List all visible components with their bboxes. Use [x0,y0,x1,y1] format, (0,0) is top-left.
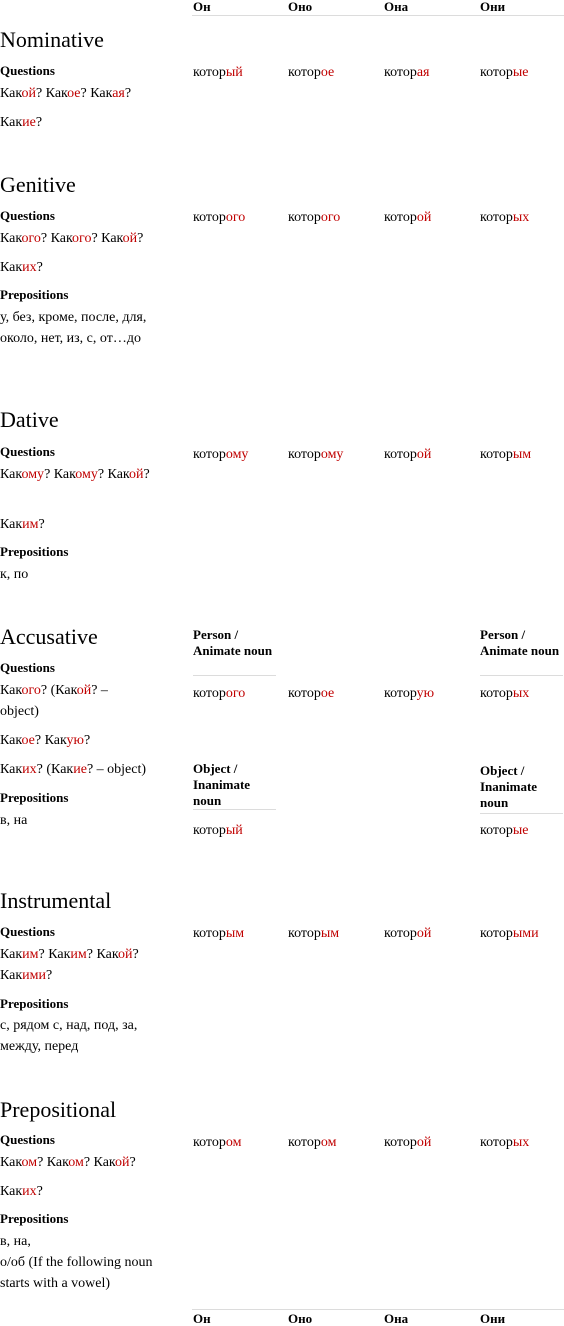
question-stem: ? Как [91,231,123,246]
question-stem: ? Как [97,467,129,482]
question-stem: ? Как [44,467,76,482]
case-dative [0,408,564,588]
form-stem: котор [288,686,321,701]
questions-label: Questions [0,444,55,459]
question-ending: ого [72,231,92,246]
form-stem: котор [480,65,513,80]
form-ending: ая [416,65,430,80]
question-stem: ? Как [34,733,67,748]
form-ona [384,686,434,702]
question-ending: ое [21,733,35,748]
inanimate-label-on: Object / Inanimate noun [193,761,251,808]
form-ending: ым [512,447,532,462]
question-stem: ? Как [86,947,118,962]
form-stem: котор [480,926,513,941]
form-oni [480,65,528,81]
column-header-oni: Они [480,0,506,14]
question-stem: ? (Как [36,762,74,777]
questions-label: Questions [0,208,55,223]
question-ending: ой [129,467,144,482]
question-line [0,730,180,751]
question-ending: ому [75,467,98,482]
questions-label: Questions [0,1132,55,1147]
form-inanimate-on [193,823,243,839]
question-line [0,1181,180,1202]
form-oni [480,1135,529,1151]
form-ending: ого [320,210,341,225]
prepositions-text: в, на [0,813,28,828]
prepositions-label: Prepositions [0,287,69,302]
question-stem: ? [129,1155,136,1170]
form-ending: ой [416,926,432,941]
question-ending: ом [21,1155,38,1170]
inanimate-rule-on [193,809,276,810]
column-header-ona: Она [384,0,409,14]
form-ono [288,1135,336,1151]
question-stem: ? Как [80,86,113,101]
form-on [193,65,243,81]
form-stem: котор [193,926,226,941]
form-stem: котор [288,447,321,462]
form-ono [288,65,334,81]
form-stem: котор [480,686,513,701]
question-ending: их [22,762,37,777]
form-stem: котор [384,210,417,225]
question-stem: Как [0,1184,23,1199]
inanimate-label-oni: Object / Inanimate noun [480,763,538,810]
question-line [0,1152,180,1173]
form-ending: ые [512,65,529,80]
question-stem: ? Как [37,1155,69,1170]
case-accusative [0,625,564,850]
form-stem: котор [384,447,417,462]
questions-label: Questions [0,63,55,78]
form-ending: ым [320,926,340,941]
question-ending: ой [21,86,36,101]
question-stem: ? [36,1184,43,1199]
form-ona [384,210,431,226]
form-ona [384,65,430,81]
form-stem: котор [193,1135,226,1150]
question-ending: ие [73,762,87,777]
form-ending: ый [225,823,243,838]
column-header-bottom [0,1308,564,1324]
form-stem: котор [288,65,321,80]
form-ending: ый [225,65,243,80]
question-stem: Как [0,733,22,748]
form-stem: котор [384,1135,417,1150]
column-header-ono: Оно [288,0,313,14]
form-ending: ой [416,210,432,225]
case-nominative [0,28,564,138]
question-ending: ую [66,733,85,748]
form-oni [480,447,531,463]
form-ona [384,447,431,463]
form-ending: ой [416,447,432,462]
column-header-ona: Она [384,1311,409,1326]
question-stem: ? [38,517,45,532]
question-ending: их [22,260,37,275]
form-ending: ом [225,1135,242,1150]
question-stem: ? [137,231,144,246]
question-ending: им [22,947,39,962]
question-stem: Как [0,260,23,275]
form-ending: ому [225,447,249,462]
form-stem: котор [288,210,321,225]
question-stem: Как [0,683,22,698]
form-ono [288,210,340,226]
question-line [0,228,180,249]
question-line [0,759,190,780]
question-stem: ? – object) [0,683,108,719]
form-stem: котор [480,823,513,838]
question-stem: ? – object) [86,762,147,777]
questions-label: Questions [0,660,55,675]
prepositions-text: у, без, кроме, после, для, около, нет, из, с, от…до [0,310,147,346]
column-header-oni: Они [480,1311,506,1326]
form-ending: ых [512,210,530,225]
form-ono [288,447,343,463]
animate-rule-oni [480,675,563,676]
question-stem: ? [46,968,53,983]
form-stem: котор [384,65,417,80]
form-ono [288,686,334,702]
form-stem: котор [480,1135,513,1150]
case-genitive [0,173,564,373]
form-ending: ого [225,210,246,225]
form-ending: ые [512,823,529,838]
question-ending: ими [22,968,47,983]
question-ending: ие [22,115,36,130]
prepositions-label: Prepositions [0,790,69,805]
form-ending: ое [320,686,335,701]
column-header-on: Он [193,1311,211,1326]
question-ending: ого [21,683,41,698]
form-ona [384,926,431,942]
prepositions-text: к, по [0,567,29,582]
form-ending: ых [512,1135,530,1150]
question-stem: ? [124,86,132,101]
case-title: Dative [0,407,59,432]
form-ending: ых [512,686,530,701]
form-inanimate-oni [480,823,528,839]
form-oni [480,926,539,942]
form-animate-on [193,686,245,702]
case-title: Instrumental [0,888,112,913]
question-ending: ому [21,467,45,482]
form-stem: котор [384,926,417,941]
form-ono [288,926,339,942]
case-instrumental [0,889,564,1069]
form-stem: котор [480,447,513,462]
column-header-on: Он [193,0,211,14]
question-stem: ? [35,115,43,130]
case-prepositional [0,1098,564,1298]
form-on [193,447,248,463]
question-stem: Как [0,1155,22,1170]
question-ending: ой [115,1155,130,1170]
question-line [0,944,165,986]
header-rule [192,15,564,16]
prepositions-label: Prepositions [0,1211,69,1226]
question-line [0,680,150,722]
form-ending: ое [320,65,335,80]
prepositions-label: Prepositions [0,544,69,559]
form-oni [480,210,529,226]
form-stem: котор [193,210,226,225]
question-ending: им [22,517,39,532]
form-ending: ой [416,1135,432,1150]
case-title: Nominative [0,27,104,52]
question-stem: ? [143,467,150,482]
question-ending: ого [21,231,41,246]
prepositions-line: о/об (If the following noun starts with a vowel) [0,1255,153,1291]
column-header-top [0,0,564,16]
form-stem: котор [384,686,417,701]
form-ending: ом [320,1135,337,1150]
form-stem: котор [193,447,226,462]
footer-rule [192,1309,564,1310]
question-ending: ой [117,947,133,962]
question-stem: ? Как [40,231,73,246]
question-ending: им [70,947,87,962]
inanimate-rule-oni [480,813,563,814]
question-stem: Как [0,115,23,130]
question-line [0,112,180,133]
column-header-ono: Оно [288,1311,313,1326]
question-stem: ? [36,260,43,275]
form-stem: котор [288,926,321,941]
form-ending: ого [225,686,246,701]
prepositions-text: с, рядом с, над, под, за, между, перед [0,1018,138,1054]
question-stem: ? (Как [40,683,77,698]
animate-label-oni: Person / Animate noun [480,627,560,658]
form-stem: котор [193,823,226,838]
form-stem: котор [288,1135,321,1150]
form-ona [384,1135,431,1151]
question-line [0,257,180,278]
question-stem: Как [0,467,22,482]
form-on [193,210,245,226]
question-stem: ? Как [83,1155,115,1170]
question-stem: ? [84,733,91,748]
question-line [0,464,150,485]
question-ending: ое [67,86,81,101]
question-stem: ? Как [0,947,139,983]
case-title: Prepositional [0,1097,117,1122]
form-stem: котор [193,686,226,701]
animate-label-on: Person / Animate noun [193,627,273,658]
case-title: Genitive [0,172,76,197]
question-stem: Как [0,947,23,962]
question-stem: Как [0,86,22,101]
question-ending: ой [76,683,92,698]
form-ending: ому [320,447,344,462]
question-ending: их [22,1184,37,1199]
form-stem: котор [193,65,226,80]
question-stem: Как [0,231,22,246]
form-ending: ыми [512,926,539,941]
question-stem: Как [0,762,23,777]
question-stem: ? Как [35,86,68,101]
prepositions-line: в, на, [0,1234,31,1249]
question-line [0,83,180,104]
question-stem: Как [0,517,23,532]
case-title: Accusative [0,624,98,649]
animate-rule-on [193,675,276,676]
question-ending: ом [68,1155,84,1170]
form-ending: ым [225,926,245,941]
form-stem: котор [480,210,513,225]
question-stem: ? Как [38,947,71,962]
prepositions-label: Prepositions [0,996,69,1011]
form-animate-oni [480,686,529,702]
question-ending: ая [112,86,125,101]
question-ending: ой [122,231,138,246]
questions-label: Questions [0,924,55,939]
question-line [0,514,180,535]
form-on [193,926,244,942]
form-ending: ую [416,686,435,701]
form-on [193,1135,241,1151]
